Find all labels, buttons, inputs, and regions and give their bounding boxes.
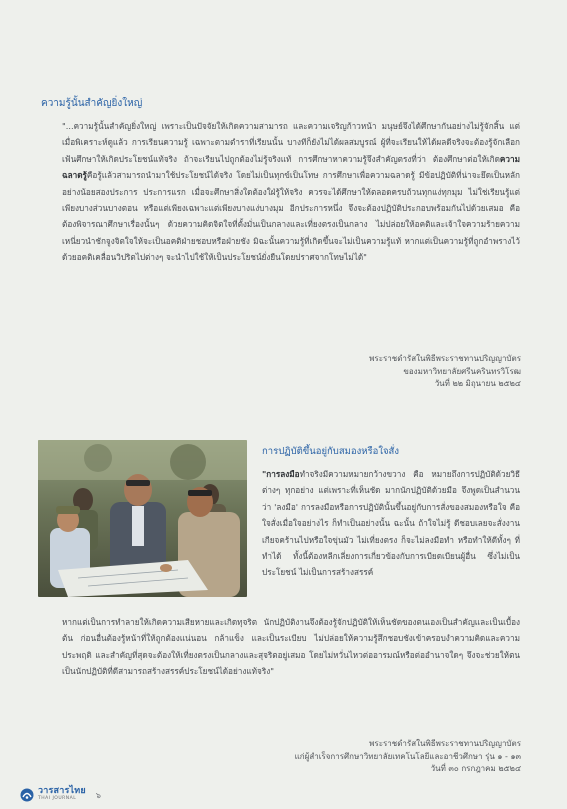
section1-sig-line-2: ของมหาวิทยาลัยศรีนครินทรวิโรฒ: [403, 366, 521, 376]
section2-quote-full: [62, 614, 520, 680]
section1-signature: [369, 353, 521, 391]
section1-paragraph-1: "...ความรู้นั้นสำคัญยิ่งใหญ่ เพราะเป็นปัจจัยให้เกิดความสามารถ และความเจริญก้าวหน้า มนุษย์จึงได้ศึกษากันอย่างไม่รู้จักสิ้น แต่เมื่อพิเคราะห์ดูแล้ว การเรียนความรู้ เฉพาะตามตำราที่เรียนนั้น บางทีก็ยังไม่ได้ผลสมบูรณ์ ผู้ที่จะเรียนให้ได้ผลดีจริงจะต้องรู้จักเลือกเฟ้นศึกษาให้เกิดประโยชน์แท้จริง ถ้าจะเรียนไปถูกต้องไม่รู้จริงแท้ การศึกษาหาความรู้จึงสำคัญตรงที่ว่า ต้องศึกษาต่อให้เกิด: [62, 121, 520, 164]
section1-emphasis: ความฉลาดรู้: [62, 153, 520, 181]
page-footer: [20, 786, 101, 804]
section2-sig-line-1: พระราชดำรัสในพิธีพระราชทานปริญญาบัตร: [369, 739, 521, 748]
section2-paragraph-2: ทำจริงมีความหมายกว้างขวาง คือ หมายถึงการปฏิบัติด้วยวิธีต่างๆ ทุกอย่าง แต่เพราะที่เห็นชัด มากนักปฏิบัติด้วยมือ จึงพูดเป็นสำนวนว่า 'ลงมือ' การลงมือหรือการปฏิบัตินั้นขึ้นอยู่กับการสั่งของสมองหรือใจ คือใจสั่งเมื่อใจอย่างไร ก็ทำเป็นอย่างนั้น ฉะนั้น ถ้าใจไม่รู้ ดีชอบเลยจะสั่งงาน เกียจคร้านไปหรือใจขุ่นมัว ไม่เที่ยงตรง ก็จะไม่ลงมือทำ หรือทำให้ดีทั้งๆ ที่ทำได้ ทั้งนี้ต้องหลีกเลี่ยงการเกี่ยวข้องกับการเบียดเบียนผู้อื่น ซึ่งไม่เป็นประโยชน์ ไม่เป็นการสร้างสรรค์: [262, 469, 520, 578]
section2-sig-line-3: วันที่ ๓๐ กรกฎาคม ๒๕๒๔: [430, 764, 521, 773]
thai-journal-logo-icon: [20, 788, 34, 802]
section2-signature: [295, 738, 521, 776]
field-visit-photo: [38, 440, 247, 597]
section1-heading: ความรู้นั้นสำคัญยิ่งใหญ่: [41, 98, 143, 109]
section1-sig-line-1: พระราชดำรัสในพิธีพระราชทานปริญญาบัตร: [369, 354, 521, 363]
section1-paragraph-1b: คือรู้แล้วสามารถนำมาใช้ประโยชน์ได้จริง โดยไม่เป็นทุกข์เป็นโทษ การศึกษาเพื่อความฉลาดรู้ มีข้อปฏิบัติที่น่าจะยึดเป็นหลักอย่างน้อยสองประการ ประการแรก เมื่อจะศึกษาสิ่งใดต้องใฝ่รู้ให้จริง ควรจะได้ศึกษาให้ตลอดครบถ้วนทุกแง่ทุกมุม ไม่ใช่เรียนรู้แต่เพียงบางส่วนบางตอน หรือแต่เพียงเฉพาะแต่เพียงบางแง่บางมุม อีกประการหนึ่ง จึงจะต้องปฏิบัติประกอบพร้อมกันไปด้วยเสมอ คือต้องพิจารณาศึกษาเรื่องนั้นๆ ด้วยความคิดจิตใจที่ตั้งมั่นเป็นกลางและเที่ยงตรงเป็นกลาง ไม่ปล่อยให้อคติและเจ้าใจความร้ายความเหนี่ยวนำชักจูงจิตใจให้จะเป็นอคติฝ่ายชอบหรือฝ่ายชัง มิฉะนั้นความรู้ที่เกิดขึ้นจะไม่เป็นความรู้แท้ หากแต่เป็นความรู้ที่ถูกอำพรางไว้ด้วยอคติเคลื่อนวิปริตไปต่างๆ จะนำไปใช้ให้เป็นประโยชน์ยั่งยืนโดยปราศจากโทษไม่ได้": [62, 170, 520, 263]
photo-illustration: [38, 440, 247, 597]
section2-heading: การปฏิบัติขึ้นอยู่กับสมองหรือใจสั่ง: [262, 446, 399, 457]
section2-quote-right: [262, 466, 520, 581]
section2-sig-line-2: แก่ผู้สำเร็จการศึกษาวิทยาลัยเทคโนโลยีและอาชีวศึกษา รุ่น ๑ - ๑๓: [294, 751, 521, 761]
section1-sig-line-3: วันที่ ๒๒ มิถุนายน ๒๕๒๔: [434, 379, 521, 388]
footer-brand-title: วารสารไทย: [38, 786, 86, 796]
section1-quote: [62, 118, 520, 266]
page-number: ๖: [95, 790, 101, 800]
footer-brand: [38, 787, 86, 803]
footer-brand-subtitle: THAI JOURNAL: [38, 796, 77, 801]
section2-paragraph-2b: หากแต่เป็นการทำลายให้เกิดความเสียหายและเกิดทุจริต นักปฏิบัติงานจึงต้องรู้จักปฏิบัติให้เห็นชัดของตนเองเป็นสำคัญและเป็นเบื้องต้น ก่อนอื่นต้องรู้หน้าที่ให้ถูกต้องแน่นอน กล้าแข็ง และเป็นระเบียบ ไม่ปล่อยให้ความรู้สึกชอบชังเข้าครอบงำความคิดและความประพฤติ และสำคัญที่สุดจะต้องให้เที่ยงตรงเป็นกลางและสุจริตอยู่เสมอ โดยไม่หวั่นไหวต่ออารมณ์หรือต่ออำนาจใดๆ จึงจะช่วยให้ตนเป็นนักปฏิบัติที่ดีสามารถสร้างสรรค์ประโยชน์ได้อย่างแท้จริง": [62, 617, 520, 677]
section2-emphasis: "การลงมือ: [262, 469, 300, 479]
